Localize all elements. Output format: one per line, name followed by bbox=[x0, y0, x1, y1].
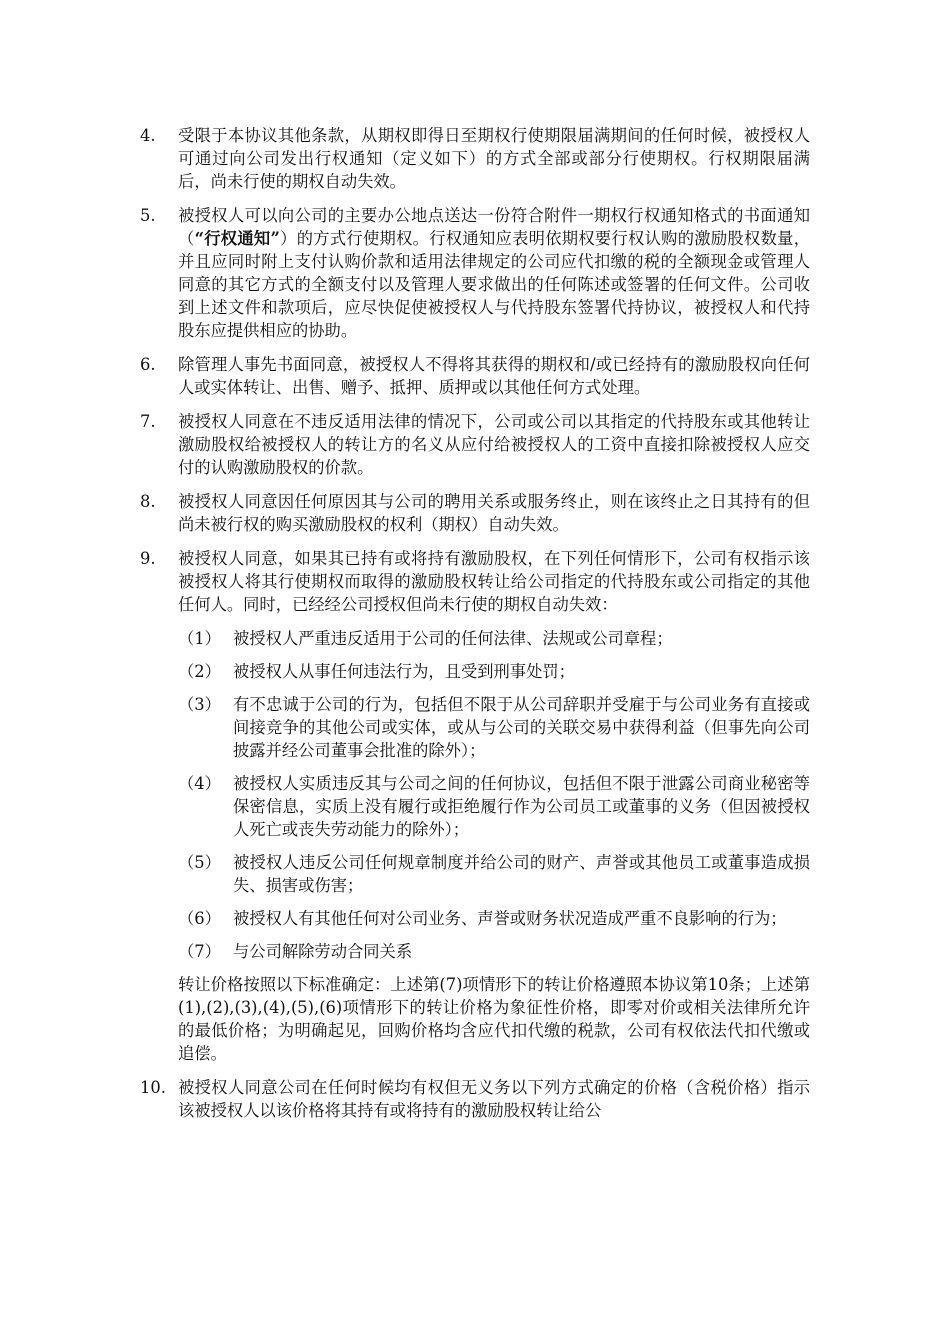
clause-text bbox=[178, 204, 810, 342]
clause-text-part: 被授权人可以向公司的主要办公地点送达一份符合附件一期权行权通知格式的书面通知（ bbox=[178, 206, 810, 248]
sub-clause-number: （2） bbox=[178, 662, 221, 681]
clause-text: 受限于本协议其他条款，从期权即得日至期权行使期限届满期间的任何时候，被授权人可通过向公司发出行权通知（定义如下）的方式全部或部分行使期权。行权期限届满后，尚未行使的期权自动失效。 bbox=[178, 126, 810, 191]
clause-number: 10. bbox=[140, 1078, 166, 1097]
sub-clause-number: （7） bbox=[178, 942, 221, 961]
sub-clause-text: 被授权人实质违反其与公司之间的任何协议，包括但不限于泄露公司商业秘密等保密信息，实质上没有履行或拒绝履行作为公司员工或董事的义务（但因被授权人死亡或丧失劳动能力的除外）； bbox=[233, 774, 810, 839]
sub-clause-number: （3） bbox=[178, 695, 221, 714]
clause-text: 被授权人同意，如果其已持有或将持有激励股权，在下列任何情形下，公司有权指示该被授权人将其行使期权而取得的激励股权转让给公司指定的代持股东或公司指定的其他任何人。同时，已经经公司授权但尚未行使的期权自动失效： bbox=[178, 549, 810, 614]
clause-text: 除管理人事先书面同意，被授权人不得将其获得的期权和/或已经持有的激励股权向任何人或实体转让、出售、赠予、抵押、质押或以其他任何方式处理。 bbox=[178, 355, 810, 397]
clause-5 bbox=[140, 204, 810, 342]
sub-clause-number: （4） bbox=[178, 774, 221, 793]
document-body bbox=[140, 124, 810, 1133]
clause-number: 6. bbox=[140, 355, 156, 374]
clause-text: 被授权人同意因任何原因其与公司的聘用关系或服务终止，则在该终止之日其持有的但尚未被行权的购买激励股权的权利（期权）自动失效。 bbox=[178, 492, 810, 534]
clause-text-part: ）的方式行使期权。行权通知应表明依期权要行权认购的激励股权数量，并且应同时附上支付认购价款和适用法律规定的公司应代扣缴的税的全额现金或管理人同意的其它方式的全额支付以及管理人要求做出的任何陈述或签署的任何文件。公司收到上述文件和款项后，应尽快促使被授权人与代持股东签署代持协议，被授权人和代持股东应提供相应的协助。 bbox=[178, 229, 810, 340]
sub-clause-3 bbox=[178, 693, 810, 762]
sub-clause-5 bbox=[178, 851, 810, 897]
clause-6 bbox=[140, 353, 810, 399]
sub-clause-text: 被授权人严重违反适用于公司的任何法律、法规或公司章程； bbox=[233, 629, 673, 648]
sub-clause-text: 被授权人从事任何违法行为，且受到刑事处罚； bbox=[233, 662, 575, 681]
clause-number: 8. bbox=[140, 492, 156, 511]
clause-4 bbox=[140, 124, 810, 193]
clause-number: 5. bbox=[140, 206, 156, 225]
clause-9 bbox=[140, 547, 810, 616]
clause-7 bbox=[140, 410, 810, 479]
sub-clause-2 bbox=[178, 660, 810, 683]
sub-clause-text: 被授权人违反公司任何规章制度并给公司的财产、声誉或其他员工或董事造成损失、损害或伤害； bbox=[233, 853, 810, 895]
clause-number: 7. bbox=[140, 412, 156, 431]
clause-text: 被授权人同意在不违反适用法律的情况下，公司或公司以其指定的代持股东或其他转让激励股权给被授权人的转让方的名义从应付给被授权人的工资中直接扣除被授权人应交付的认购激励股权的价款。 bbox=[178, 412, 810, 477]
clause-8 bbox=[140, 490, 810, 536]
sub-clause-4 bbox=[178, 772, 810, 841]
sub-clause-6 bbox=[178, 907, 810, 930]
sub-clause-1 bbox=[178, 627, 810, 650]
defined-term: “行权通知” bbox=[194, 229, 280, 248]
clause-number: 9. bbox=[140, 549, 156, 568]
sub-clause-text: 与公司解除劳动合同关系 bbox=[233, 942, 413, 961]
sub-clause-number: （5） bbox=[178, 853, 221, 872]
sub-clause-number: （6） bbox=[178, 909, 221, 928]
clause-10 bbox=[140, 1076, 810, 1122]
sub-clause-7 bbox=[178, 940, 810, 963]
sub-clause-text: 被授权人有其他任何对公司业务、声誉或财务状况造成严重不良影响的行为； bbox=[233, 909, 787, 928]
sub-clause-number: （1） bbox=[178, 629, 221, 648]
clause-text: 被授权人同意公司在任何时候均有权但无义务以下列方式确定的价格（含税价格）指示该被授权人以该价格将其持有或将持有的激励股权转让给公 bbox=[178, 1078, 810, 1120]
sub-clause-text: 有不忠诚于公司的行为，包括但不限于从公司辞职并受雇于与公司业务有直接或间接竞争的其他公司或实体，或从与公司的关联交易中获得利益（但事先向公司披露并经公司董事会批准的除外）； bbox=[233, 695, 810, 760]
transfer-price-paragraph: 转让价格按照以下标准确定：上述第(7)项情形下的转让价格遵照本协议第10条；上述第(1),(2),(3),(4),(5),(6)项情形下的转让价格为象征性价格，即零对价或相关法律所允许的最低价格；为明确起见，回购价格均含应代扣代缴的税款，公司有权依法代扣代缴或追偿。 bbox=[178, 975, 810, 1063]
clause-number: 4. bbox=[140, 126, 156, 145]
